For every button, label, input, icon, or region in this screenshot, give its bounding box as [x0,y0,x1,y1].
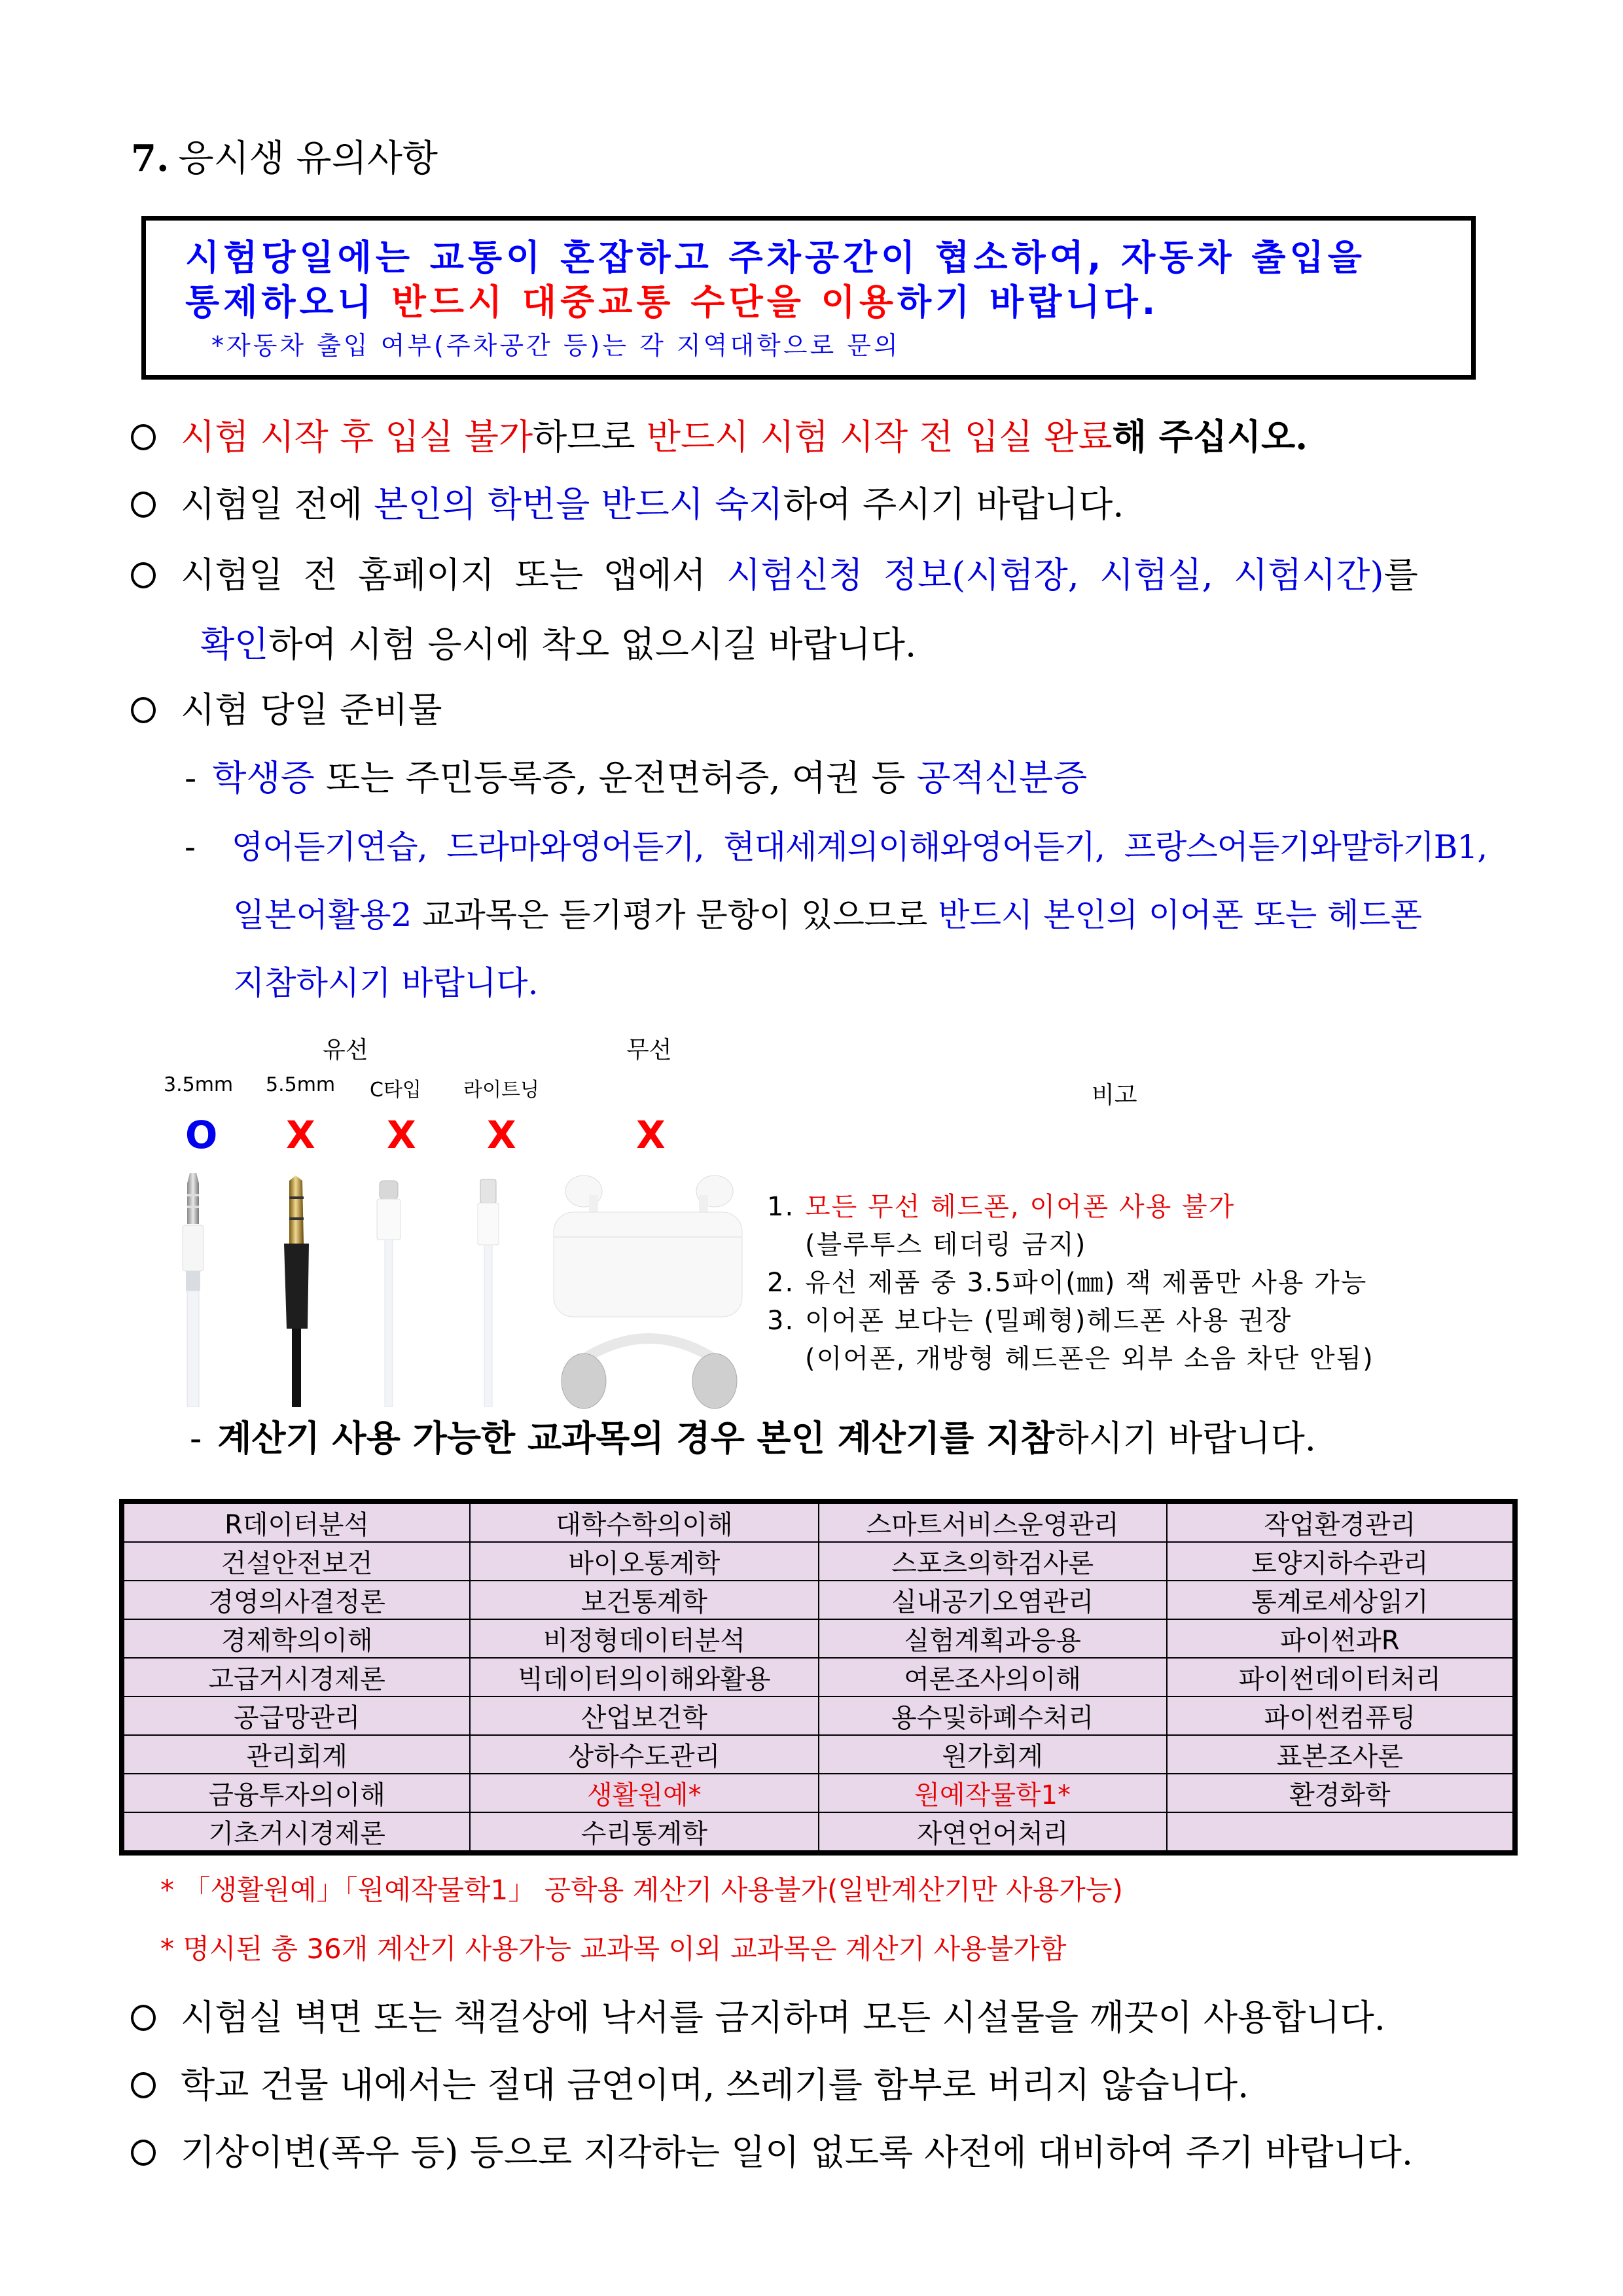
circle-bullet-icon [131,2005,156,2031]
bullet-text-part: 시험신청 정보(시험장, 시험실, 시험시간) [726,554,1384,596]
notice-emphasis: 반드시 대중교통 수단을 이용 [391,281,897,323]
subject-cell: 보건통계학 [470,1581,818,1619]
usb-c-image [372,1172,411,1407]
subject-cell: 대학수학의이해 [470,1501,818,1542]
calculator-intro [190,1410,1316,1461]
jack-3-5mm-image [171,1172,217,1407]
remark-item [767,1302,1374,1340]
type-label-usb-c: C타입 [370,1079,421,1102]
type-label-3-5mm: 3.5mm [164,1073,234,1096]
notice-line-2-suffix: 하기 바랍니다. [897,281,1160,323]
subject-cell: 실내공기오염관리 [819,1581,1167,1619]
subject-cell: 여론조사의이해 [819,1658,1167,1696]
prep-listening-line-1 [185,821,1487,868]
prep-text-part: 반드시 본인의 이어폰 또는 헤드폰 [938,896,1423,934]
bullet-preparation [131,682,442,732]
subject-cell: 자연언어처리 [819,1812,1167,1853]
calculator-footnote-1: * 「생활원예」「원예작물학1」 공학용 계산기 사용불가(일반계산기만 사용가능) [160,1874,1123,1906]
subject-cell: 파이썬데이터처리 [1167,1658,1515,1696]
subject-cell: 토양지하수관리 [1167,1542,1515,1581]
circle-bullet-icon [131,424,156,450]
table-row [122,1774,1515,1812]
bullet-entry-time [131,409,1308,459]
subject-cell: 고급거시경제론 [122,1658,470,1696]
dash-bullet: - [185,757,197,798]
bullet-text-part: 하여 주시기 바랍니다. [783,484,1124,525]
bullet-exam-info [131,547,1418,598]
bullet-facility-care [131,1990,1385,2040]
notice-line-1: 시험당일에는 교통이 혼잡하고 주차공간이 협소하여, 자동차 출입을 [185,237,1366,278]
circle-bullet-icon [131,562,156,588]
subject-cell: 실험계획과응용 [819,1619,1167,1658]
bullet-text-part: 를 [1383,554,1418,596]
wired-group-label: 유선 [323,1037,368,1064]
listening-subjects: 영어듣기연습, 드라마와영어듣기, 현대세계의이해와영어듣기, 프랑스어듣기와말하기B1, [231,828,1488,866]
remarks-list [767,1188,1374,1378]
circle-bullet-icon [131,697,156,723]
subject-cell: 경영의사결정론 [122,1581,470,1619]
subject-cell: 파이썬과R [1167,1619,1515,1658]
bullet-text-part: 시험 시작 후 입실 불가 [181,416,533,457]
table-row [122,1619,1515,1658]
bullet-text: 기상이변(폭우 등) 등으로 지각하는 일이 없도록 사전에 대비하여 주기 바랍니다. [181,2132,1414,2173]
remark-number: 2. [767,1268,795,1298]
subject-cell: 비정형데이터분석 [470,1619,818,1658]
circle-bullet-icon [131,2072,156,2098]
remark-text: 모든 무선 헤드폰, 이어폰 사용 불가 [805,1192,1236,1222]
section-title [131,130,438,182]
table-row [122,1581,1515,1619]
bullet-weather [131,2125,1413,2175]
not-allowed-mark: X [286,1113,315,1157]
bullet-text-part: 시험 당일 준비물 [181,689,442,730]
prep-text-part: 일본어활용2 [233,896,412,934]
subject-cell: 표본조사론 [1167,1735,1515,1774]
dash-bullet: - [185,828,195,866]
subject-cell: 원예작물학1* [819,1774,1167,1812]
wireless-earbuds-image [551,1172,747,1410]
bullet-text-part: 확인 [200,624,269,665]
prep-id-line [185,750,1087,800]
section-title-text: 응시생 유의사항 [178,137,438,180]
prep-text-part: 학생증 [212,757,315,798]
lightning-image [473,1172,512,1407]
remark-item [767,1264,1374,1302]
circle-bullet-icon [131,492,156,518]
subject-cell: 기초거시경제론 [122,1812,470,1853]
subject-cell: 파이썬컴퓨팅 [1167,1696,1515,1735]
section-number: 7. [131,137,169,180]
table-row [122,1542,1515,1581]
remark-text: 유선 제품 중 3.5파이(㎜) 잭 제품만 사용 가능 [805,1268,1368,1298]
dash-bullet: - [190,1418,202,1459]
remark-item [767,1226,1374,1264]
bullet-text-part: 하여 시험 응시에 착오 없으시길 바랍니다. [268,624,917,665]
subject-cell: 상하수도관리 [470,1735,818,1774]
prep-text-part: 또는 주민등록증, 운전면허증, 여권 등 [314,757,917,798]
notice-line-2 [185,274,1159,325]
bullet-exam-info-continued [200,617,916,667]
table-row [122,1812,1515,1853]
subject-cell: 생활원예* [470,1774,818,1812]
type-label-5-5mm: 5.5mm [266,1073,336,1096]
notice-footnote: *자동차 출입 여부(주차공간 등)는 각 지역대학으로 문의 [211,331,901,360]
bullet-text: 학교 건물 내에서는 절대 금연이며, 쓰레기를 함부로 버리지 않습니다. [181,2064,1249,2106]
subject-cell: 산업보건학 [470,1696,818,1735]
bullet-text: 시험실 벽면 또는 책걸상에 낙서를 금지하며 모든 시설물을 깨끗이 사용합니다. [181,1997,1385,2038]
calculator-subjects-table [119,1499,1518,1856]
subject-cell: 작업환경관리 [1167,1501,1515,1542]
allowed-mark: O [185,1113,218,1157]
subject-cell: 스포츠의학검사론 [819,1542,1167,1581]
bullet-text-part: 반드시 시험 시작 전 입실 완료 [646,416,1113,457]
subject-cell: 공급망관리 [122,1696,470,1735]
traffic-notice-box [141,216,1476,380]
subject-cell: 금융투자의이해 [122,1774,470,1812]
subject-cell: 원가회계 [819,1735,1167,1774]
prep-listening-line-3: 지참하시기 바랍니다. [233,964,539,1002]
prep-text-part: 교과목은 듣기평가 문항이 있으므로 [412,896,938,934]
remark-item [767,1340,1374,1378]
bullet-text-part: 시험일 전 홈페이지 또는 앱에서 [181,554,726,596]
calculator-footnote-2: * 명시된 총 36개 계산기 사용가능 교과목 이외 교과목은 계산기 사용불가함 [160,1933,1067,1965]
notice-line-2-prefix: 통제하오니 [185,281,392,323]
subject-cell: 용수및하폐수처리 [819,1696,1167,1735]
remark-number: 1. [767,1192,795,1222]
circle-bullet-icon [131,2140,156,2166]
remark-item [767,1188,1374,1226]
table-row [122,1696,1515,1735]
subject-cell: 스마트서비스운영관리 [819,1501,1167,1542]
calculator-intro-bold: 계산기 사용 가능한 교과목의 경우 본인 계산기를 지참 [217,1417,1055,1459]
table-row [122,1501,1515,1542]
subject-cell: 바이오통계학 [470,1542,818,1581]
bullet-text-part: 해 주십시오. [1112,416,1308,457]
bullet-text-part: 하므로 [533,416,647,457]
subject-cell: 수리통계학 [470,1812,818,1853]
remarks-header: 비고 [1092,1082,1137,1109]
remark-number: 3. [767,1306,795,1336]
subject-cell: 빅데이터의이해와활용 [470,1658,818,1696]
calculator-intro-rest: 하시기 바랍니다. [1054,1418,1316,1459]
jack-5-5mm-image [262,1172,327,1407]
table-row [122,1658,1515,1696]
type-label-lightning: 라이트닝 [463,1079,539,1102]
remark-text: (블루투스 테더링 금지) [805,1230,1087,1260]
subject-cell: 환경화학 [1167,1774,1515,1812]
subject-cell: R데이터분석 [122,1501,470,1542]
bullet-text-part: 시험일 전에 [181,484,374,525]
bullet-text-part: 본인의 학번을 반드시 숙지 [374,484,783,525]
subject-cell [1167,1812,1515,1853]
subject-cell: 경제학의이해 [122,1619,470,1658]
bullet-student-id [131,476,1124,527]
table-row [122,1735,1515,1774]
prep-text-part: 공적신분증 [916,757,1088,798]
subject-cell: 건설안전보건 [122,1542,470,1581]
remark-text: (이어폰, 개방형 헤드폰은 외부 소음 차단 안됨) [805,1344,1374,1374]
prep-listening-line-2 [233,889,1422,936]
wireless-group-label: 무선 [626,1037,672,1064]
subject-cell: 관리회계 [122,1735,470,1774]
not-allowed-mark: X [387,1113,416,1157]
not-allowed-mark: X [636,1113,666,1157]
remark-text: 이어폰 보다는 (밀폐형)헤드폰 사용 권장 [805,1306,1293,1336]
bullet-no-smoking [131,2057,1249,2108]
not-allowed-mark: X [487,1113,516,1157]
subject-cell: 통계로세상읽기 [1167,1581,1515,1619]
